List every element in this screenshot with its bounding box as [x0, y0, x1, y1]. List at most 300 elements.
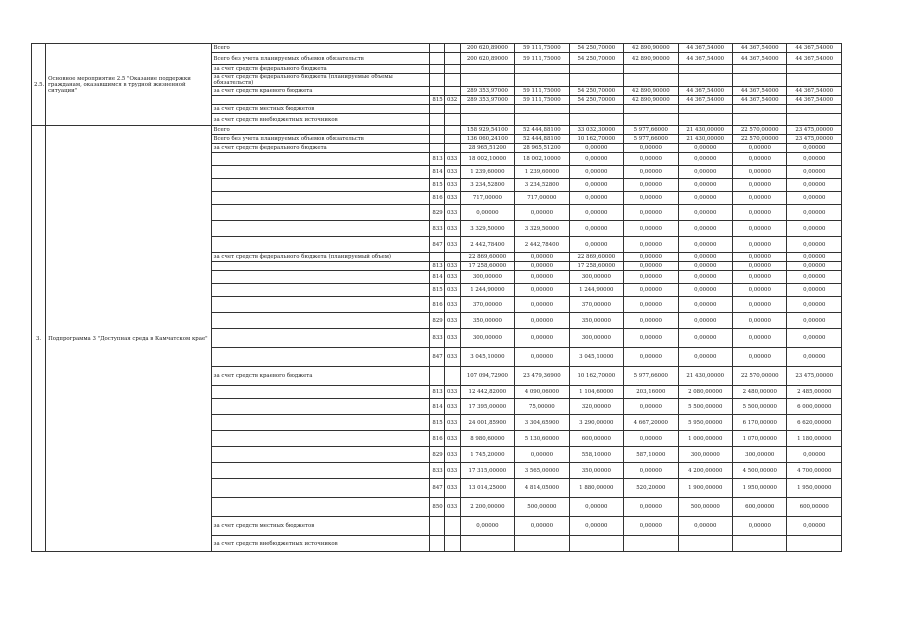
amount-cell: [460, 74, 514, 87]
amount-cell: 300,00000: [733, 447, 787, 463]
amount-cell: 13 014,25000: [460, 479, 514, 498]
amount-cell: 300,00000: [569, 271, 623, 284]
admin-code: 815: [430, 179, 444, 192]
amount-cell: 370,00000: [460, 297, 514, 313]
funding-source-label: [211, 313, 430, 329]
amount-cell: 1 239,60000: [515, 166, 569, 179]
amount-cell: 0,00000: [678, 192, 732, 205]
amount-cell: 0,00000: [569, 517, 623, 536]
amount-cell: [460, 536, 514, 552]
amount-cell: [569, 65, 623, 74]
amount-cell: 717,00000: [515, 192, 569, 205]
admin-code: 833: [430, 221, 444, 237]
amount-cell: 0,00000: [624, 179, 678, 192]
amount-cell: 17 395,00000: [460, 399, 514, 415]
amount-cell: 0,00000: [733, 166, 787, 179]
amount-cell: 0,00000: [624, 262, 678, 271]
amount-cell: 350,00000: [569, 463, 623, 479]
amount-cell: 1 239,60000: [460, 166, 514, 179]
amount-cell: [733, 74, 787, 87]
program-code: 033: [444, 431, 460, 447]
program-code: 033: [444, 153, 460, 166]
program-code: 033: [444, 463, 460, 479]
amount-cell: 3 329,50000: [460, 221, 514, 237]
program-code: 033: [444, 221, 460, 237]
admin-code: 847: [430, 348, 444, 367]
funding-source-label: за счет средств краевого бюджета: [211, 87, 430, 96]
amount-cell: 0,00000: [515, 253, 569, 262]
funding-source-label: за счет средств местных бюджетов: [211, 105, 430, 114]
amount-cell: 0,00000: [624, 348, 678, 367]
amount-cell: [733, 105, 787, 114]
amount-cell: 0,00000: [515, 329, 569, 348]
funding-source-label: Всего без учета планируемых объемов обязательств: [211, 53, 430, 65]
admin-code: [430, 253, 444, 262]
admin-code: [430, 536, 444, 552]
item-index: 2.5.: [32, 44, 46, 126]
amount-cell: 0,00000: [515, 271, 569, 284]
amount-cell: [624, 65, 678, 74]
amount-cell: 0,00000: [733, 329, 787, 348]
amount-cell: 4 200,00000: [678, 463, 732, 479]
amount-cell: 3 565,00000: [515, 463, 569, 479]
amount-cell: 0,00000: [624, 253, 678, 262]
funding-source-label: [211, 192, 430, 205]
program-code: 033: [444, 192, 460, 205]
funding-source-label: [211, 399, 430, 415]
program-code: 033: [444, 284, 460, 297]
amount-cell: 75,00000: [515, 399, 569, 415]
amount-cell: [460, 114, 514, 126]
admin-code: 815: [430, 96, 444, 105]
amount-cell: 0,00000: [678, 329, 732, 348]
amount-cell: 33 032,30000: [569, 126, 623, 135]
amount-cell: 6 620,00000: [787, 415, 842, 431]
amount-cell: 0,00000: [787, 329, 842, 348]
amount-cell: 3 045,10000: [569, 348, 623, 367]
funding-source-label: Всего: [211, 126, 430, 135]
amount-cell: 5 500,00000: [678, 399, 732, 415]
amount-cell: 0,00000: [624, 153, 678, 166]
amount-cell: [569, 114, 623, 126]
program-code: [444, 53, 460, 65]
amount-cell: 0,00000: [733, 271, 787, 284]
amount-cell: 200 620,89000: [460, 53, 514, 65]
amount-cell: 0,00000: [515, 297, 569, 313]
funding-source-label: за счет средств федерального бюджета: [211, 144, 430, 153]
amount-cell: 587,10000: [624, 447, 678, 463]
amount-cell: 0,00000: [624, 329, 678, 348]
amount-cell: 44 367,54000: [678, 44, 732, 53]
amount-cell: 600,00000: [787, 498, 842, 517]
funding-source-label: [211, 262, 430, 271]
admin-code: 833: [430, 329, 444, 348]
amount-cell: [787, 74, 842, 87]
funding-source-label: [211, 348, 430, 367]
admin-code: [430, 44, 444, 53]
funding-source-label: [211, 153, 430, 166]
amount-cell: 44 367,54000: [733, 53, 787, 65]
amount-cell: 0,00000: [624, 431, 678, 447]
amount-cell: 0,00000: [787, 205, 842, 221]
amount-cell: 0,00000: [515, 205, 569, 221]
funding-source-label: [211, 166, 430, 179]
program-code: [444, 135, 460, 144]
funding-source-label: за счет средств внебюджетных источников: [211, 114, 430, 126]
funding-source-label: Всего без учета планируемых объемов обязательств: [211, 135, 430, 144]
amount-cell: 203,16000: [624, 386, 678, 399]
amount-cell: [624, 536, 678, 552]
amount-cell: 44 367,54000: [787, 53, 842, 65]
amount-cell: 350,00000: [460, 313, 514, 329]
amount-cell: [624, 114, 678, 126]
amount-cell: 4 667,20000: [624, 415, 678, 431]
amount-cell: 21 430,00000: [678, 126, 732, 135]
admin-code: [430, 114, 444, 126]
amount-cell: 0,00000: [515, 284, 569, 297]
funding-source-label: Всего: [211, 44, 430, 53]
amount-cell: 5 977,66000: [624, 135, 678, 144]
funding-source-label: [211, 179, 430, 192]
amount-cell: [678, 536, 732, 552]
amount-cell: 0,00000: [624, 313, 678, 329]
amount-cell: 22 869,60000: [460, 253, 514, 262]
amount-cell: 1 745,20000: [460, 447, 514, 463]
amount-cell: [460, 65, 514, 74]
amount-cell: 0,00000: [569, 179, 623, 192]
amount-cell: 1 000,00000: [678, 431, 732, 447]
admin-code: [430, 144, 444, 153]
program-code: [444, 105, 460, 114]
amount-cell: 6 000,00000: [787, 399, 842, 415]
funding-source-label: [211, 447, 430, 463]
amount-cell: [787, 105, 842, 114]
amount-cell: 0,00000: [678, 253, 732, 262]
amount-cell: 0,00000: [787, 221, 842, 237]
amount-cell: 44 367,54000: [787, 96, 842, 105]
amount-cell: 600,00000: [733, 498, 787, 517]
amount-cell: 0,00000: [624, 192, 678, 205]
funding-source-label: за счет средств внебюджетных источников: [211, 536, 430, 552]
amount-cell: 17 258,60000: [569, 262, 623, 271]
amount-cell: 2 080,00000: [678, 386, 732, 399]
amount-cell: 289 353,97000: [460, 96, 514, 105]
admin-code: [430, 517, 444, 536]
amount-cell: 0,00000: [733, 313, 787, 329]
amount-cell: 4 814,05000: [515, 479, 569, 498]
amount-cell: 44 367,54000: [678, 53, 732, 65]
amount-cell: 2 442,78400: [515, 237, 569, 253]
amount-cell: 0,00000: [678, 237, 732, 253]
amount-cell: 42 890,90000: [624, 44, 678, 53]
amount-cell: 0,00000: [624, 271, 678, 284]
amount-cell: 59 111,75000: [515, 87, 569, 96]
amount-cell: 520,20000: [624, 479, 678, 498]
amount-cell: 0,00000: [787, 262, 842, 271]
amount-cell: 1 880,00000: [569, 479, 623, 498]
amount-cell: 44 367,54000: [733, 44, 787, 53]
admin-code: 816: [430, 431, 444, 447]
amount-cell: 0,00000: [733, 348, 787, 367]
admin-code: 814: [430, 166, 444, 179]
amount-cell: 0,00000: [624, 205, 678, 221]
amount-cell: 44 367,54000: [678, 87, 732, 96]
amount-cell: 0,00000: [787, 297, 842, 313]
amount-cell: 5 977,66000: [624, 126, 678, 135]
amount-cell: 136 060,24100: [460, 135, 514, 144]
amount-cell: 717,00000: [460, 192, 514, 205]
amount-cell: 4 700,00000: [787, 463, 842, 479]
funding-source-label: за счет средств федерального бюджета: [211, 65, 430, 74]
funding-source-label: [211, 96, 430, 105]
amount-cell: 0,00000: [787, 166, 842, 179]
amount-cell: 28 965,51200: [515, 144, 569, 153]
amount-cell: 300,00000: [460, 329, 514, 348]
program-code: [444, 126, 460, 135]
admin-code: 850: [430, 498, 444, 517]
amount-cell: 0,00000: [678, 221, 732, 237]
amount-cell: 21 430,00000: [678, 367, 732, 386]
amount-cell: [733, 114, 787, 126]
amount-cell: 12 442,82000: [460, 386, 514, 399]
amount-cell: 5 950,00000: [678, 415, 732, 431]
admin-code: 816: [430, 192, 444, 205]
funding-source-label: [211, 271, 430, 284]
admin-code: 847: [430, 237, 444, 253]
amount-cell: 0,00000: [460, 205, 514, 221]
admin-code: [430, 105, 444, 114]
amount-cell: 0,00000: [787, 284, 842, 297]
amount-cell: [787, 536, 842, 552]
program-code: 033: [444, 166, 460, 179]
admin-code: 829: [430, 313, 444, 329]
program-code: 033: [444, 262, 460, 271]
amount-cell: 0,00000: [678, 313, 732, 329]
program-code: [444, 144, 460, 153]
amount-cell: 1 244,90000: [569, 284, 623, 297]
amount-cell: 6 170,00000: [733, 415, 787, 431]
amount-cell: 17 258,60000: [460, 262, 514, 271]
funding-source-label: [211, 431, 430, 447]
amount-cell: 300,00000: [460, 271, 514, 284]
program-code: 033: [444, 447, 460, 463]
amount-cell: 22 869,60000: [569, 253, 623, 262]
funding-source-label: [211, 297, 430, 313]
admin-code: 829: [430, 205, 444, 221]
amount-cell: [787, 114, 842, 126]
amount-cell: 1 104,60000: [569, 386, 623, 399]
amount-cell: 0,00000: [624, 297, 678, 313]
amount-cell: 0,00000: [624, 144, 678, 153]
amount-cell: [678, 74, 732, 87]
program-code: [444, 114, 460, 126]
amount-cell: 158 929,54100: [460, 126, 514, 135]
amount-cell: [678, 114, 732, 126]
amount-cell: 0,00000: [569, 144, 623, 153]
admin-code: [430, 74, 444, 87]
amount-cell: [515, 74, 569, 87]
program-code: [444, 87, 460, 96]
amount-cell: [569, 536, 623, 552]
amount-cell: 23 475,00000: [787, 135, 842, 144]
amount-cell: 59 111,75000: [515, 96, 569, 105]
amount-cell: 0,00000: [678, 166, 732, 179]
amount-cell: 0,00000: [678, 284, 732, 297]
amount-cell: [515, 65, 569, 74]
amount-cell: 0,00000: [733, 205, 787, 221]
amount-cell: 22 570,00000: [733, 367, 787, 386]
funding-source-label: за счет средств федерального бюджета (планируемый объем): [211, 253, 430, 262]
amount-cell: 0,00000: [678, 297, 732, 313]
amount-cell: 22 570,00000: [733, 135, 787, 144]
amount-cell: [624, 105, 678, 114]
amount-cell: 18 002,10000: [515, 153, 569, 166]
amount-cell: 0,00000: [733, 192, 787, 205]
amount-cell: 42 890,90000: [624, 96, 678, 105]
funding-source-label: [211, 221, 430, 237]
funding-source-label: [211, 498, 430, 517]
amount-cell: 0,00000: [678, 153, 732, 166]
amount-cell: 0,00000: [733, 262, 787, 271]
amount-cell: [515, 114, 569, 126]
amount-cell: [733, 65, 787, 74]
program-code: 033: [444, 498, 460, 517]
funding-source-label: [211, 284, 430, 297]
admin-code: 814: [430, 271, 444, 284]
amount-cell: 52 444,88100: [515, 135, 569, 144]
admin-code: [430, 53, 444, 65]
amount-cell: 0,00000: [733, 221, 787, 237]
amount-cell: 0,00000: [678, 144, 732, 153]
amount-cell: 600,00000: [569, 431, 623, 447]
program-code: 033: [444, 479, 460, 498]
amount-cell: 107 094,72900: [460, 367, 514, 386]
admin-code: 813: [430, 386, 444, 399]
admin-code: 813: [430, 262, 444, 271]
table-body: [32, 44, 842, 552]
amount-cell: 3 234,52800: [460, 179, 514, 192]
amount-cell: 0,00000: [733, 297, 787, 313]
amount-cell: 0,00000: [787, 179, 842, 192]
amount-cell: 44 367,54000: [733, 96, 787, 105]
program-code: [444, 536, 460, 552]
amount-cell: 44 367,54000: [733, 87, 787, 96]
program-code: 033: [444, 415, 460, 431]
amount-cell: 5 500,00000: [733, 399, 787, 415]
amount-cell: 320,00000: [569, 399, 623, 415]
amount-cell: 0,00000: [733, 237, 787, 253]
table-row: [32, 44, 842, 53]
amount-cell: 0,00000: [787, 192, 842, 205]
admin-code: 829: [430, 447, 444, 463]
funding-source-label: за счет средств федерального бюджета (планируемые объемы обязательств): [211, 74, 430, 87]
amount-cell: 0,00000: [624, 463, 678, 479]
program-code: 033: [444, 329, 460, 348]
program-code: 033: [444, 271, 460, 284]
amount-cell: 44 367,54000: [787, 87, 842, 96]
amount-cell: 3 329,50000: [515, 221, 569, 237]
amount-cell: 44 367,54000: [678, 96, 732, 105]
amount-cell: 0,00000: [624, 221, 678, 237]
amount-cell: 0,00000: [787, 517, 842, 536]
program-code: [444, 44, 460, 53]
amount-cell: 1 244,90000: [460, 284, 514, 297]
amount-cell: 8 980,60000: [460, 431, 514, 447]
admin-code: 814: [430, 399, 444, 415]
program-code: 033: [444, 399, 460, 415]
program-code: 033: [444, 313, 460, 329]
program-code: 033: [444, 237, 460, 253]
amount-cell: 52 444,88100: [515, 126, 569, 135]
amount-cell: 289 353,97000: [460, 87, 514, 96]
funding-source-label: [211, 415, 430, 431]
amount-cell: 10 162,70000: [569, 367, 623, 386]
amount-cell: 0,00000: [624, 284, 678, 297]
amount-cell: 0,00000: [624, 237, 678, 253]
program-code: 033: [444, 348, 460, 367]
amount-cell: [624, 74, 678, 87]
amount-cell: 59 111,75000: [515, 53, 569, 65]
amount-cell: 0,00000: [733, 517, 787, 536]
amount-cell: 0,00000: [678, 179, 732, 192]
amount-cell: 350,00000: [569, 313, 623, 329]
amount-cell: 5 130,60000: [515, 431, 569, 447]
amount-cell: 0,00000: [787, 253, 842, 262]
amount-cell: 0,00000: [787, 237, 842, 253]
amount-cell: 0,00000: [624, 498, 678, 517]
funding-source-label: [211, 463, 430, 479]
amount-cell: 0,00000: [515, 262, 569, 271]
amount-cell: 0,00000: [569, 237, 623, 253]
funding-source-label: за счет средств местных бюджетов: [211, 517, 430, 536]
amount-cell: 1 900,00000: [678, 479, 732, 498]
amount-cell: 22 570,00000: [733, 126, 787, 135]
amount-cell: 300,00000: [569, 329, 623, 348]
admin-code: [430, 87, 444, 96]
item-name: Основное мероприятие 2.5 "Оказание поддержки гражданам, оказавшимся в трудной жизненной ситуации": [46, 44, 211, 126]
program-code: 033: [444, 297, 460, 313]
program-code: [444, 517, 460, 536]
amount-cell: 54 250,70000: [569, 87, 623, 96]
amount-cell: 0,00000: [787, 153, 842, 166]
amount-cell: 4 500,00000: [733, 463, 787, 479]
amount-cell: [733, 536, 787, 552]
amount-cell: [515, 105, 569, 114]
amount-cell: 0,00000: [569, 205, 623, 221]
amount-cell: 3 290,00000: [569, 415, 623, 431]
amount-cell: 0,00000: [678, 262, 732, 271]
admin-code: 833: [430, 463, 444, 479]
budget-table: [31, 43, 842, 552]
amount-cell: 0,00000: [569, 192, 623, 205]
amount-cell: 2 485,00000: [787, 386, 842, 399]
amount-cell: 200 620,89000: [460, 44, 514, 53]
amount-cell: 0,00000: [733, 179, 787, 192]
amount-cell: 5 977,66000: [624, 367, 678, 386]
amount-cell: 10 162,70000: [569, 135, 623, 144]
amount-cell: 17 315,00000: [460, 463, 514, 479]
amount-cell: 44 367,54000: [787, 44, 842, 53]
amount-cell: 0,00000: [787, 348, 842, 367]
admin-code: 816: [430, 297, 444, 313]
admin-code: 813: [430, 153, 444, 166]
amount-cell: 54 250,70000: [569, 44, 623, 53]
amount-cell: 500,00000: [678, 498, 732, 517]
amount-cell: 0,00000: [624, 399, 678, 415]
amount-cell: 0,00000: [624, 517, 678, 536]
amount-cell: 0,00000: [787, 313, 842, 329]
amount-cell: 0,00000: [569, 153, 623, 166]
